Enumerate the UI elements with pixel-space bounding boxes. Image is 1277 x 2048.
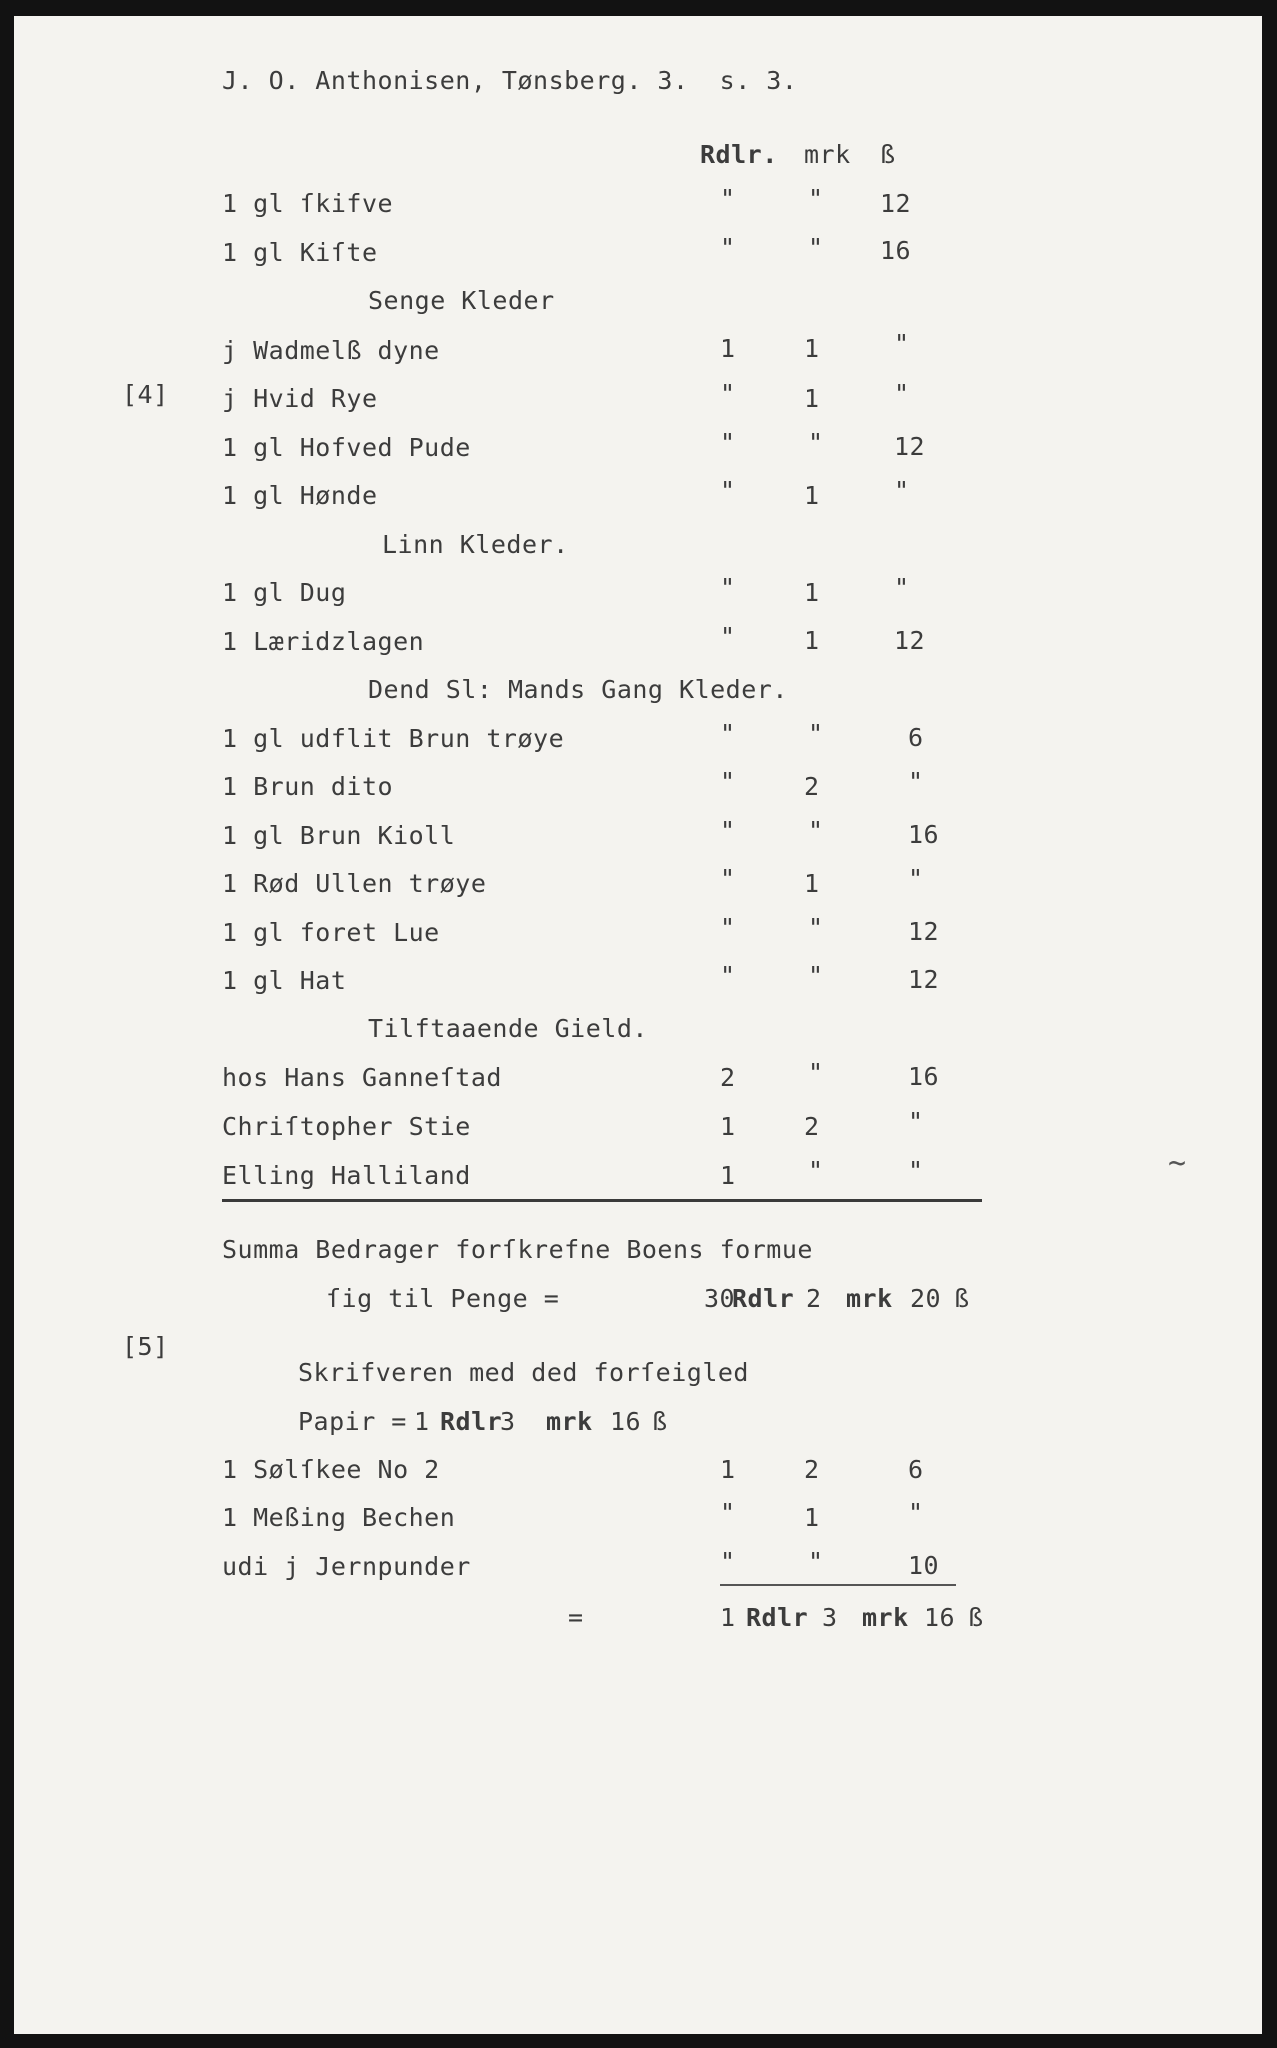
row-item: 1 gl Hat <box>222 966 347 995</box>
row-item: 1 Meßing Bechen <box>222 1503 456 1532</box>
row-mrk: " <box>808 233 824 262</box>
row-item: 1 gl Brun Kioll <box>222 821 456 850</box>
row-skilling: 16 <box>908 820 940 849</box>
row-mrk: 1 <box>804 578 820 607</box>
row-mrk: 1 <box>804 626 820 655</box>
row-skilling: 6 <box>908 1455 924 1484</box>
total-skilling-unit: ß <box>968 1603 984 1632</box>
row-mrk: " <box>808 1547 824 1576</box>
row-rdlr: " <box>720 719 736 748</box>
row-rdlr: " <box>720 622 736 651</box>
row-item: j Wadmelß dyne <box>222 336 440 365</box>
subtotal-rule <box>720 1584 956 1586</box>
row-rdlr: 1 <box>720 334 736 363</box>
row-rdlr: " <box>720 864 736 893</box>
paper-label: Papir = <box>298 1407 407 1436</box>
row-item: 1 Brun dito <box>222 772 394 801</box>
row-rdlr: " <box>720 573 736 602</box>
row-item: 1 gl Dug <box>222 578 347 607</box>
total-skilling: 16 <box>924 1603 956 1632</box>
summa-line: Summa Bedrager forſkrefne Boens formue <box>222 1235 813 1264</box>
paper-rdlr: 1 <box>414 1407 430 1436</box>
row-rdlr: " <box>720 1498 736 1527</box>
section-heading: Linn Kleder. <box>382 530 569 559</box>
paper-rdlr-unit: Rdlr <box>440 1407 503 1436</box>
row-item: 1 gl Hofved Pude <box>222 433 471 462</box>
row-rdlr: " <box>720 379 736 408</box>
col-header-mrk: mrk <box>804 140 851 169</box>
row-item: 1 gl Kiſte <box>222 238 378 267</box>
row-mrk: 1 <box>804 334 820 363</box>
summa-rdlr-unit: Rdlr <box>732 1284 795 1313</box>
summa-skilling: 20 <box>910 1284 942 1313</box>
row-mrk: " <box>808 184 824 213</box>
scrivener-line: Skrifveren med ded forſeigled <box>298 1358 749 1387</box>
row-skilling: " <box>908 1498 924 1527</box>
row-mrk: 2 <box>804 1112 820 1141</box>
row-rdlr: " <box>720 476 736 505</box>
row-rdlr: " <box>720 184 736 213</box>
row-mrk: " <box>808 816 824 845</box>
row-mrk: 2 <box>804 1455 820 1484</box>
total-rdlr: 1 <box>720 1603 736 1632</box>
row-rdlr: " <box>720 1547 736 1576</box>
section-heading: Senge Kleder <box>368 286 555 315</box>
row-skilling: 16 <box>880 236 912 265</box>
row-mrk: 1 <box>804 481 820 510</box>
row-mrk: " <box>808 1156 824 1185</box>
document-page <box>14 16 1262 2034</box>
row-item: udi j Jernpunder <box>222 1552 471 1581</box>
row-skilling: 10 <box>908 1551 940 1580</box>
row-item: Chriſtopher Stie <box>222 1112 471 1141</box>
row-mrk: 2 <box>804 772 820 801</box>
summa-mrk: 2 <box>806 1284 822 1313</box>
row-mrk: 1 <box>804 384 820 413</box>
page-header: J. O. Anthonisen, Tønsberg. 3. s. 3. <box>222 66 798 95</box>
row-skilling: " <box>908 767 924 796</box>
summa-rdlr: 30 <box>704 1284 736 1313</box>
row-rdlr: " <box>720 233 736 262</box>
row-rdlr: 1 <box>720 1112 736 1141</box>
row-skilling: " <box>894 379 910 408</box>
row-rdlr: " <box>720 961 736 990</box>
row-item: 1 gl ſkifve <box>222 189 394 218</box>
row-rdlr: 1 <box>720 1455 736 1484</box>
paper-mrk: 3 <box>500 1407 516 1436</box>
section-heading: Dend Sl: Mands Gang Kleder. <box>368 675 788 704</box>
summa-mrk-unit: mrk <box>846 1284 893 1313</box>
row-skilling: " <box>894 329 910 358</box>
row-skilling: 12 <box>894 432 926 461</box>
total-rdlr-unit: Rdlr <box>746 1603 809 1632</box>
total-mrk: 3 <box>822 1603 838 1632</box>
row-item: j Hvid Rye <box>222 384 378 413</box>
row-rdlr: " <box>720 428 736 457</box>
paper-skilling: 16 <box>610 1407 642 1436</box>
row-mrk: 1 <box>804 1503 820 1532</box>
row-skilling: " <box>894 476 910 505</box>
paper-skilling-unit: ß <box>652 1407 668 1436</box>
row-skilling: 12 <box>880 189 912 218</box>
row-item: 1 gl Hønde <box>222 481 378 510</box>
row-item: Elling Halliland <box>222 1161 471 1190</box>
row-skilling: " <box>894 573 910 602</box>
summa-money-label: ſig til Penge = <box>326 1284 560 1313</box>
total-equals: = <box>568 1603 584 1632</box>
row-skilling: 16 <box>908 1062 940 1091</box>
row-rdlr: 2 <box>720 1063 736 1092</box>
row-skilling: " <box>908 864 924 893</box>
row-rdlr: " <box>720 816 736 845</box>
row-mrk: " <box>808 1058 824 1087</box>
row-item: hos Hans Ganneſtad <box>222 1063 502 1092</box>
row-skilling: " <box>908 1107 924 1136</box>
row-item: 1 gl udflit Brun trøye <box>222 724 565 753</box>
row-skilling: 12 <box>908 965 940 994</box>
row-mrk: " <box>808 913 824 942</box>
row-mrk: " <box>808 961 824 990</box>
col-header-skilling: ß <box>880 140 896 169</box>
row-item: 1 Læridzlagen <box>222 627 425 656</box>
row-rdlr: 1 <box>720 1161 736 1190</box>
margin-tilde-mark: ~ <box>1168 1146 1187 1181</box>
paper-mrk-unit: mrk <box>546 1407 593 1436</box>
row-mrk: " <box>808 719 824 748</box>
section-heading: Tilftaaende Gield. <box>368 1014 648 1043</box>
row-rdlr: " <box>720 767 736 796</box>
row-skilling: 12 <box>908 917 940 946</box>
row-skilling: " <box>908 1156 924 1185</box>
row-skilling: 12 <box>894 626 926 655</box>
margin-page-marker: [5] <box>122 1332 169 1361</box>
row-item: 1 Sølſkee No 2 <box>222 1455 440 1484</box>
row-mrk: " <box>808 428 824 457</box>
total-rule <box>222 1199 982 1202</box>
row-item: 1 gl foret Lue <box>222 918 440 947</box>
row-skilling: 6 <box>908 723 924 752</box>
margin-page-marker: [4] <box>122 380 169 409</box>
total-mrk-unit: mrk <box>862 1603 909 1632</box>
row-mrk: 1 <box>804 869 820 898</box>
row-item: 1 Rød Ullen trøye <box>222 869 487 898</box>
summa-skilling-unit: ß <box>954 1284 970 1313</box>
row-rdlr: " <box>720 913 736 942</box>
col-header-rdlr: Rdlr. <box>700 140 778 169</box>
